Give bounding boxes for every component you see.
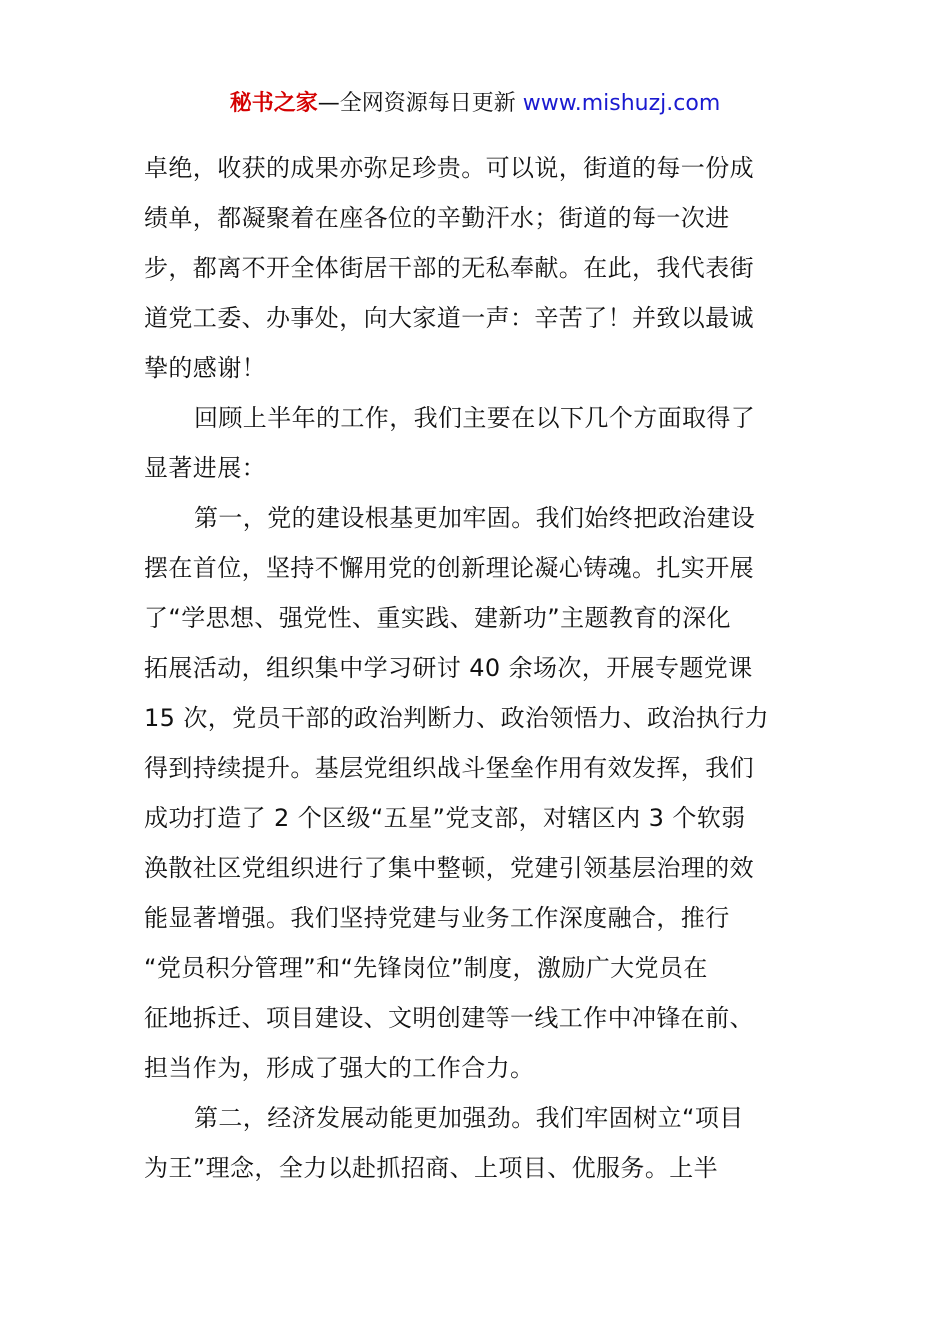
- body-line: 步，都离不开全体街居干部的无私奉献。在此，我代表街: [144, 254, 754, 282]
- site-url-link[interactable]: www.mishuzj.com: [522, 91, 721, 116]
- body-line: 15 次，党员干部的政治判断力、政治领悟力、政治执行力: [144, 704, 769, 732]
- body-line: 担当作为，形成了强大的工作合力。: [144, 1054, 535, 1082]
- paragraph-start-line: 第一，党的建设根基更加牢固。我们始终把政治建设: [194, 504, 756, 532]
- body-line: 得到持续提升。基层党组织战斗堡垒作用有效发挥，我们: [144, 754, 754, 782]
- body-line: 绩单，都凝聚着在座各位的辛勤汗水；街道的每一次进: [144, 204, 730, 232]
- body-line: 显著进展：: [144, 454, 266, 482]
- body-line: 为王”理念，全力以赴抓招商、上项目、优服务。上半: [144, 1154, 719, 1182]
- site-tagline: —全网资源每日更新: [317, 91, 516, 116]
- body-line: 摆在首位，坚持不懈用党的创新理论凝心铸魂。扎实开展: [144, 554, 754, 582]
- body-line: “党员积分管理”和“先锋岗位”制度，激励广大党员在: [144, 954, 708, 982]
- paragraph-start-line: 第二，经济发展动能更加强劲。我们牢固树立“项目: [194, 1104, 744, 1132]
- body-line: 涣散社区党组织进行了集中整顿，党建引领基层治理的效: [144, 854, 754, 882]
- body-line: 卓绝，收获的成果亦弥足珍贵。可以说，街道的每一份成: [144, 154, 754, 182]
- document-body: [144, 143, 812, 1193]
- page-header: [0, 88, 950, 120]
- body-line: 成功打造了 2 个区级“五星”党支部，对辖区内 3 个软弱: [144, 804, 746, 832]
- body-line: 能显著增强。我们坚持党建与业务工作深度融合，推行: [144, 904, 730, 932]
- body-line: 道党工委、办事处，向大家道一声：辛苦了！并致以最诚: [144, 304, 754, 332]
- site-name: 秘书之家: [229, 91, 318, 116]
- body-line: 拓展活动，组织集中学习研讨 40 余场次，开展专题党课: [144, 654, 753, 682]
- body-line: 了“学思想、强党性、重实践、建新功”主题教育的深化: [144, 604, 731, 632]
- body-line: 征地拆迁、项目建设、文明创建等一线工作中冲锋在前、: [144, 1004, 754, 1032]
- paragraph-start-line: 回顾上半年的工作，我们主要在以下几个方面取得了: [194, 404, 756, 432]
- body-line: 挚的感谢！: [144, 354, 266, 382]
